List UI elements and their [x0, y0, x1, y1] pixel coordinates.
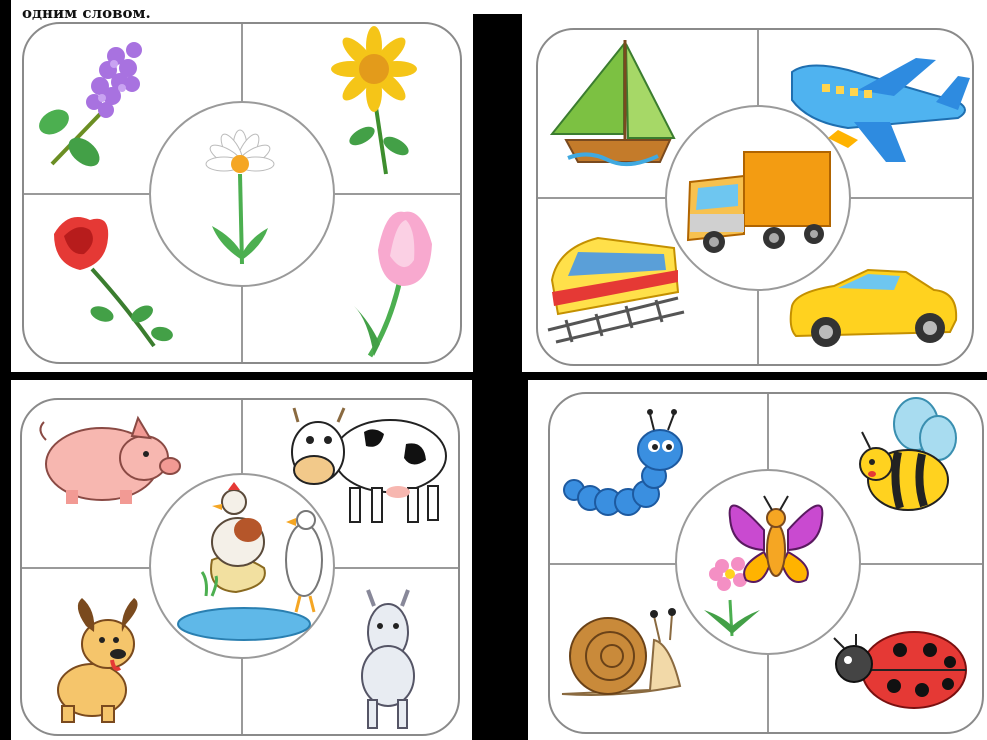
car-icon — [791, 270, 956, 347]
center-divider-top — [473, 14, 522, 380]
horizontal-divider — [0, 372, 987, 380]
transport-card — [536, 28, 974, 366]
farm-animals-card — [20, 398, 460, 736]
left-frame-bar — [0, 0, 11, 740]
caption-text: одним словом. — [22, 4, 151, 22]
caterpillar-icon — [564, 409, 682, 515]
cow-icon — [292, 408, 446, 522]
flowers-card — [22, 22, 462, 364]
ladybug-icon — [834, 632, 966, 708]
goat-icon — [362, 590, 414, 728]
dog-icon — [58, 598, 138, 722]
sunflower-icon — [331, 26, 417, 174]
tulip-icon — [354, 212, 432, 356]
insects-card — [548, 392, 984, 734]
rose-icon — [54, 217, 174, 346]
sailboat-icon — [552, 40, 674, 164]
bee-icon — [860, 398, 956, 510]
pig-icon — [40, 418, 180, 504]
train-icon — [548, 238, 684, 342]
lilac-icon — [35, 42, 142, 172]
snail-icon — [562, 608, 680, 695]
center-divider-bottom — [472, 380, 528, 740]
